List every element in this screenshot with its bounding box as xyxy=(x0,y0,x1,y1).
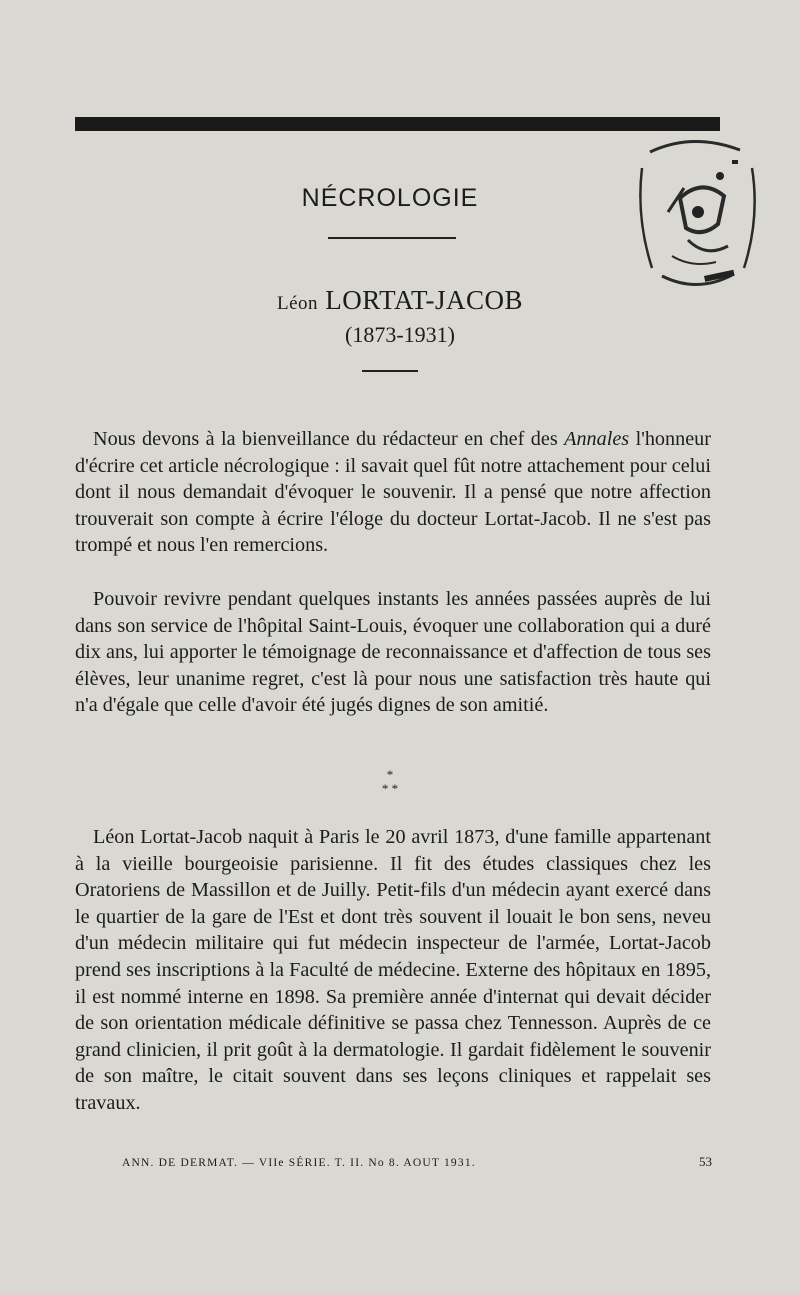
journal-reference: ANN. DE DERMAT. — VIIe SÉRIE. T. II. No 8. AOUT 1931. xyxy=(122,1157,476,1169)
name-divider xyxy=(362,370,418,372)
library-stamp xyxy=(632,128,760,296)
section-title: NÉCROLOGIE xyxy=(301,184,479,212)
paragraph-3: Léon Lortat-Jacob naquit à Paris le 20 avril 1873, d'une famille appartenant à la vieille bourgeoisie parisienne. Il fit des études classiques chez les Oratoriens de Massillon et de Juilly. Petit-fils d'un médecin ayant exercé dans le quartier de la gare de l'Est et dont très souvent il louait le bon sens, neveu d'un médecin militaire qui fut médecin inspecteur de l'armée, Lortat-Jacob prend ses inscriptions à la Faculté de médecine. Externe des hôpitaux en 1895, il est nommé interne en 1898. Sa première année d'internat qui devait décider de son orientation médicale définitive se passa chez Tennesson. Auprès de ce grand clinicien, il prit goût à la dermatologie. Il gardait fidèlement le souvenir de son maître, le citait souvent dans ses leçons cliniques et rappelait ses travaux. xyxy=(75,826,711,1114)
obituary-name xyxy=(210,285,590,316)
paragraph-2: Pouvoir revivre pendant quelques instants les années passées auprès de lui dans son service de l'hôpital Saint-Louis, évoquer une collaboration qui a duré dix ans, lui apporter le témoignage de reconnaissance et d'affection de tous ses élèves, leur unanime regret, c'est là pour nous une satisfaction très haute qui n'a d'égale que celle d'avoir été jugés dignes de son amitié. xyxy=(75,588,711,717)
section-separator xyxy=(360,768,420,796)
separator-star: * xyxy=(386,767,394,782)
header-rule-bar xyxy=(75,117,720,131)
title-divider xyxy=(328,237,456,239)
paragraph-1: Nous devons à la bienveillance du rédacteur en chef des Annales l'honneur d'écrire cet article nécrologique : il savait quel fût notre attachement pour celui dont il nous demandait d'évoquer le souvenir. Il a pensé que notre affection trouverait son compte à écrire l'éloge du docteur Lortat-Jacob. Il ne s'est pas trompé et nous l'en remercions. xyxy=(75,428,711,557)
page-number: 53 xyxy=(699,1154,712,1169)
life-dates: (1873-1931) xyxy=(345,322,455,347)
name-last: LORTAT-JACOB xyxy=(325,285,524,315)
journal-name: Annales xyxy=(564,428,630,450)
separator-stars: * * xyxy=(381,781,399,796)
name-first: Léon xyxy=(276,293,319,314)
